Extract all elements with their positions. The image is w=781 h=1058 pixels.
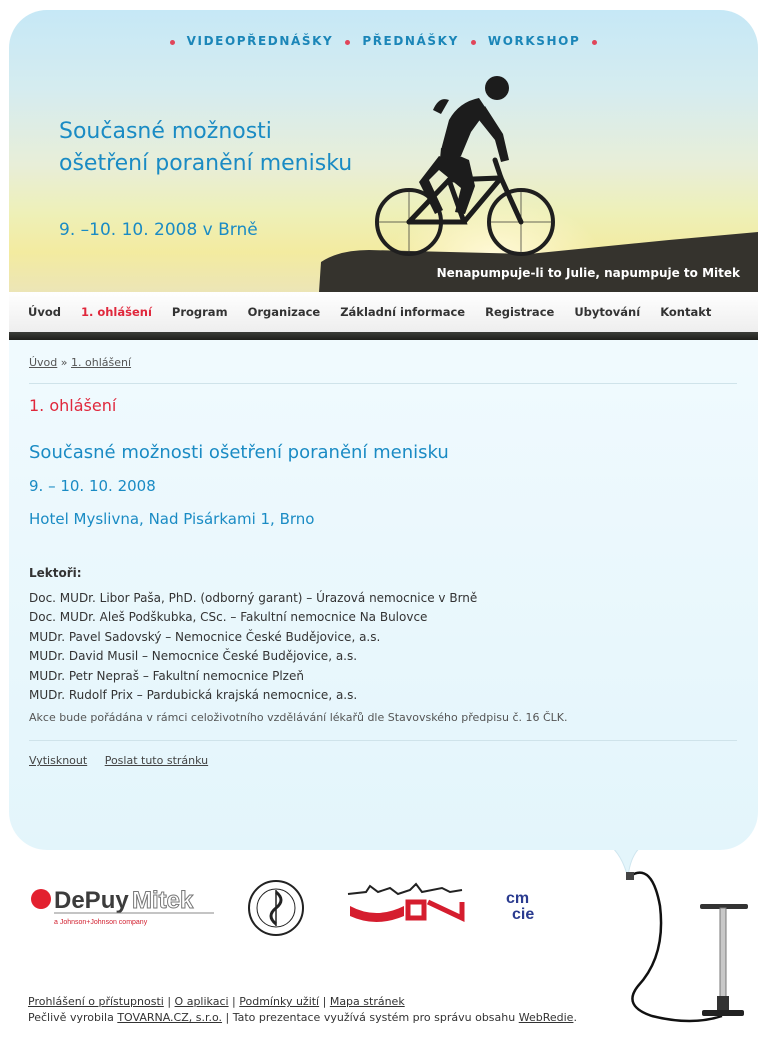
footer-links: Prohlášení o přístupnosti | O aplikaci | Podmínky užití | Mapa stránek — [28, 995, 405, 1008]
credit-middle: | Tato prezentace využívá systém pro správu obsahu — [225, 1011, 516, 1024]
footer-link-sitemap[interactable]: Mapa stránek — [329, 995, 405, 1008]
breadcrumb-current-link[interactable]: 1. ohlášení — [71, 356, 132, 369]
cm-text: cm — [506, 890, 530, 907]
footer-link-terms[interactable]: Podmínky užití — [239, 995, 320, 1008]
list-item: MUDr. Petr Nepraš – Fakultní nemocnice Plzeň — [29, 668, 304, 683]
credit-suffix: . — [573, 1011, 577, 1024]
topnav-videoprednasky-link[interactable]: VIDEOPŘEDNÁŠKY — [186, 34, 334, 48]
footer-link-accessibility[interactable]: Prohlášení o přístupnosti — [28, 995, 164, 1008]
mitek-text: Mitek — [132, 887, 194, 914]
depuy-mitek-logo[interactable] — [30, 882, 216, 928]
hero-slogan: Nenapumpuje-li to Julie, napumpuje to Mitek — [436, 266, 740, 280]
credit-prefix: Pečlivě vyrobila — [28, 1011, 114, 1024]
cie-text: cie — [512, 906, 535, 922]
nav-shadow-strip — [9, 332, 758, 340]
nav-item-registrace[interactable]: Registrace — [485, 305, 555, 319]
bullet-dot — [471, 40, 476, 45]
nav-item-organizace[interactable]: Organizace — [247, 305, 321, 319]
topnav-prednasky-link[interactable]: PŘEDNÁŠKY — [362, 34, 459, 48]
list-item: MUDr. David Musil – Nemocnice České Budějovice, a.s. — [29, 649, 358, 664]
breadcrumb — [29, 356, 737, 369]
topnav-workshop-link[interactable]: WORKSHOP — [487, 34, 581, 48]
nav-item-kontakt[interactable]: Kontakt — [660, 305, 712, 319]
partner-logos — [28, 870, 588, 950]
hero-title-line-1: Současné možnosti — [59, 119, 272, 144]
nav-item-ubytovani[interactable]: Ubytování — [574, 305, 641, 319]
education-note: Akce bude pořádána v rámci celoživotního vzdělávání lékařů dle Stavovského předpisu č. 16 ČLK. — [29, 711, 568, 725]
divider — [29, 740, 737, 741]
breadcrumb-home-link[interactable]: Úvod — [29, 356, 58, 369]
list-item: MUDr. Pavel Sadovský – Nemocnice České Budějovice, a.s. — [29, 629, 381, 644]
hero-title — [59, 116, 352, 180]
depuy-text: DePuy — [54, 887, 129, 914]
nav-item-uvod[interactable]: Úvod — [28, 305, 61, 319]
hero-date: 9. –10. 10. 2008 v Brně — [59, 220, 258, 240]
top-navigation — [9, 30, 758, 49]
print-link[interactable]: Vytisknout — [29, 754, 88, 768]
credit-cms-link[interactable]: WebRedie — [518, 1011, 574, 1024]
brno-hospital-logo[interactable] — [346, 882, 466, 922]
hero-banner — [9, 10, 758, 292]
nav-item-zakladni-informace[interactable]: Základní informace — [340, 305, 466, 319]
footer-link-about-app[interactable]: O aplikaci — [174, 995, 229, 1008]
hero-title-line-2: ošetření poranění menisku — [59, 151, 353, 176]
bullet-dot — [170, 40, 175, 45]
event-date: 9. – 10. 10. 2008 — [29, 477, 156, 495]
event-venue: Hotel Myslivna, Nad Pisárkami 1, Brno — [29, 510, 315, 528]
cmcie-logo[interactable] — [504, 888, 548, 922]
main-navigation — [9, 292, 758, 332]
credit-company-link[interactable]: TOVARNA.CZ, s.r.o. — [117, 1011, 223, 1024]
bullet-dot — [345, 40, 350, 45]
main-content — [29, 356, 737, 767]
lecturers-list — [29, 589, 737, 705]
page-title: 1. ohlášení — [29, 396, 117, 415]
list-item: MUDr. Rudolf Prix – Pardubická krajská nemocnice, a.s. — [29, 688, 358, 703]
jj-tagline: a Johnson+Johnson company — [54, 919, 148, 926]
list-item: Doc. MUDr. Aleš Podškubka, CSc. – Fakultní nemocnice Na Bulovce — [29, 610, 428, 625]
breadcrumb-separator: » — [60, 356, 68, 369]
nav-item-1-ohlaseni[interactable]: 1. ohlášení — [80, 305, 152, 319]
nav-item-program[interactable]: Program — [171, 305, 228, 319]
lecturers-heading: Lektoři: — [29, 566, 82, 580]
masaryk-university-seal-logo[interactable] — [246, 878, 306, 938]
page-actions — [29, 754, 737, 767]
footer-credits — [28, 1010, 577, 1026]
event-title: Současné možnosti ošetření poranění menisku — [29, 442, 449, 463]
send-page-link[interactable]: Poslat tuto stránku — [104, 754, 209, 768]
list-item: Doc. MUDr. Libor Paša, PhD. (odborný garant) – Úrazová nemocnice v Brně — [29, 591, 478, 605]
footer — [28, 994, 577, 1026]
divider — [29, 383, 737, 384]
bicycle-pump-illustration — [612, 866, 762, 1026]
speech-bubble-panel — [9, 10, 758, 850]
bullet-dot — [592, 40, 597, 45]
